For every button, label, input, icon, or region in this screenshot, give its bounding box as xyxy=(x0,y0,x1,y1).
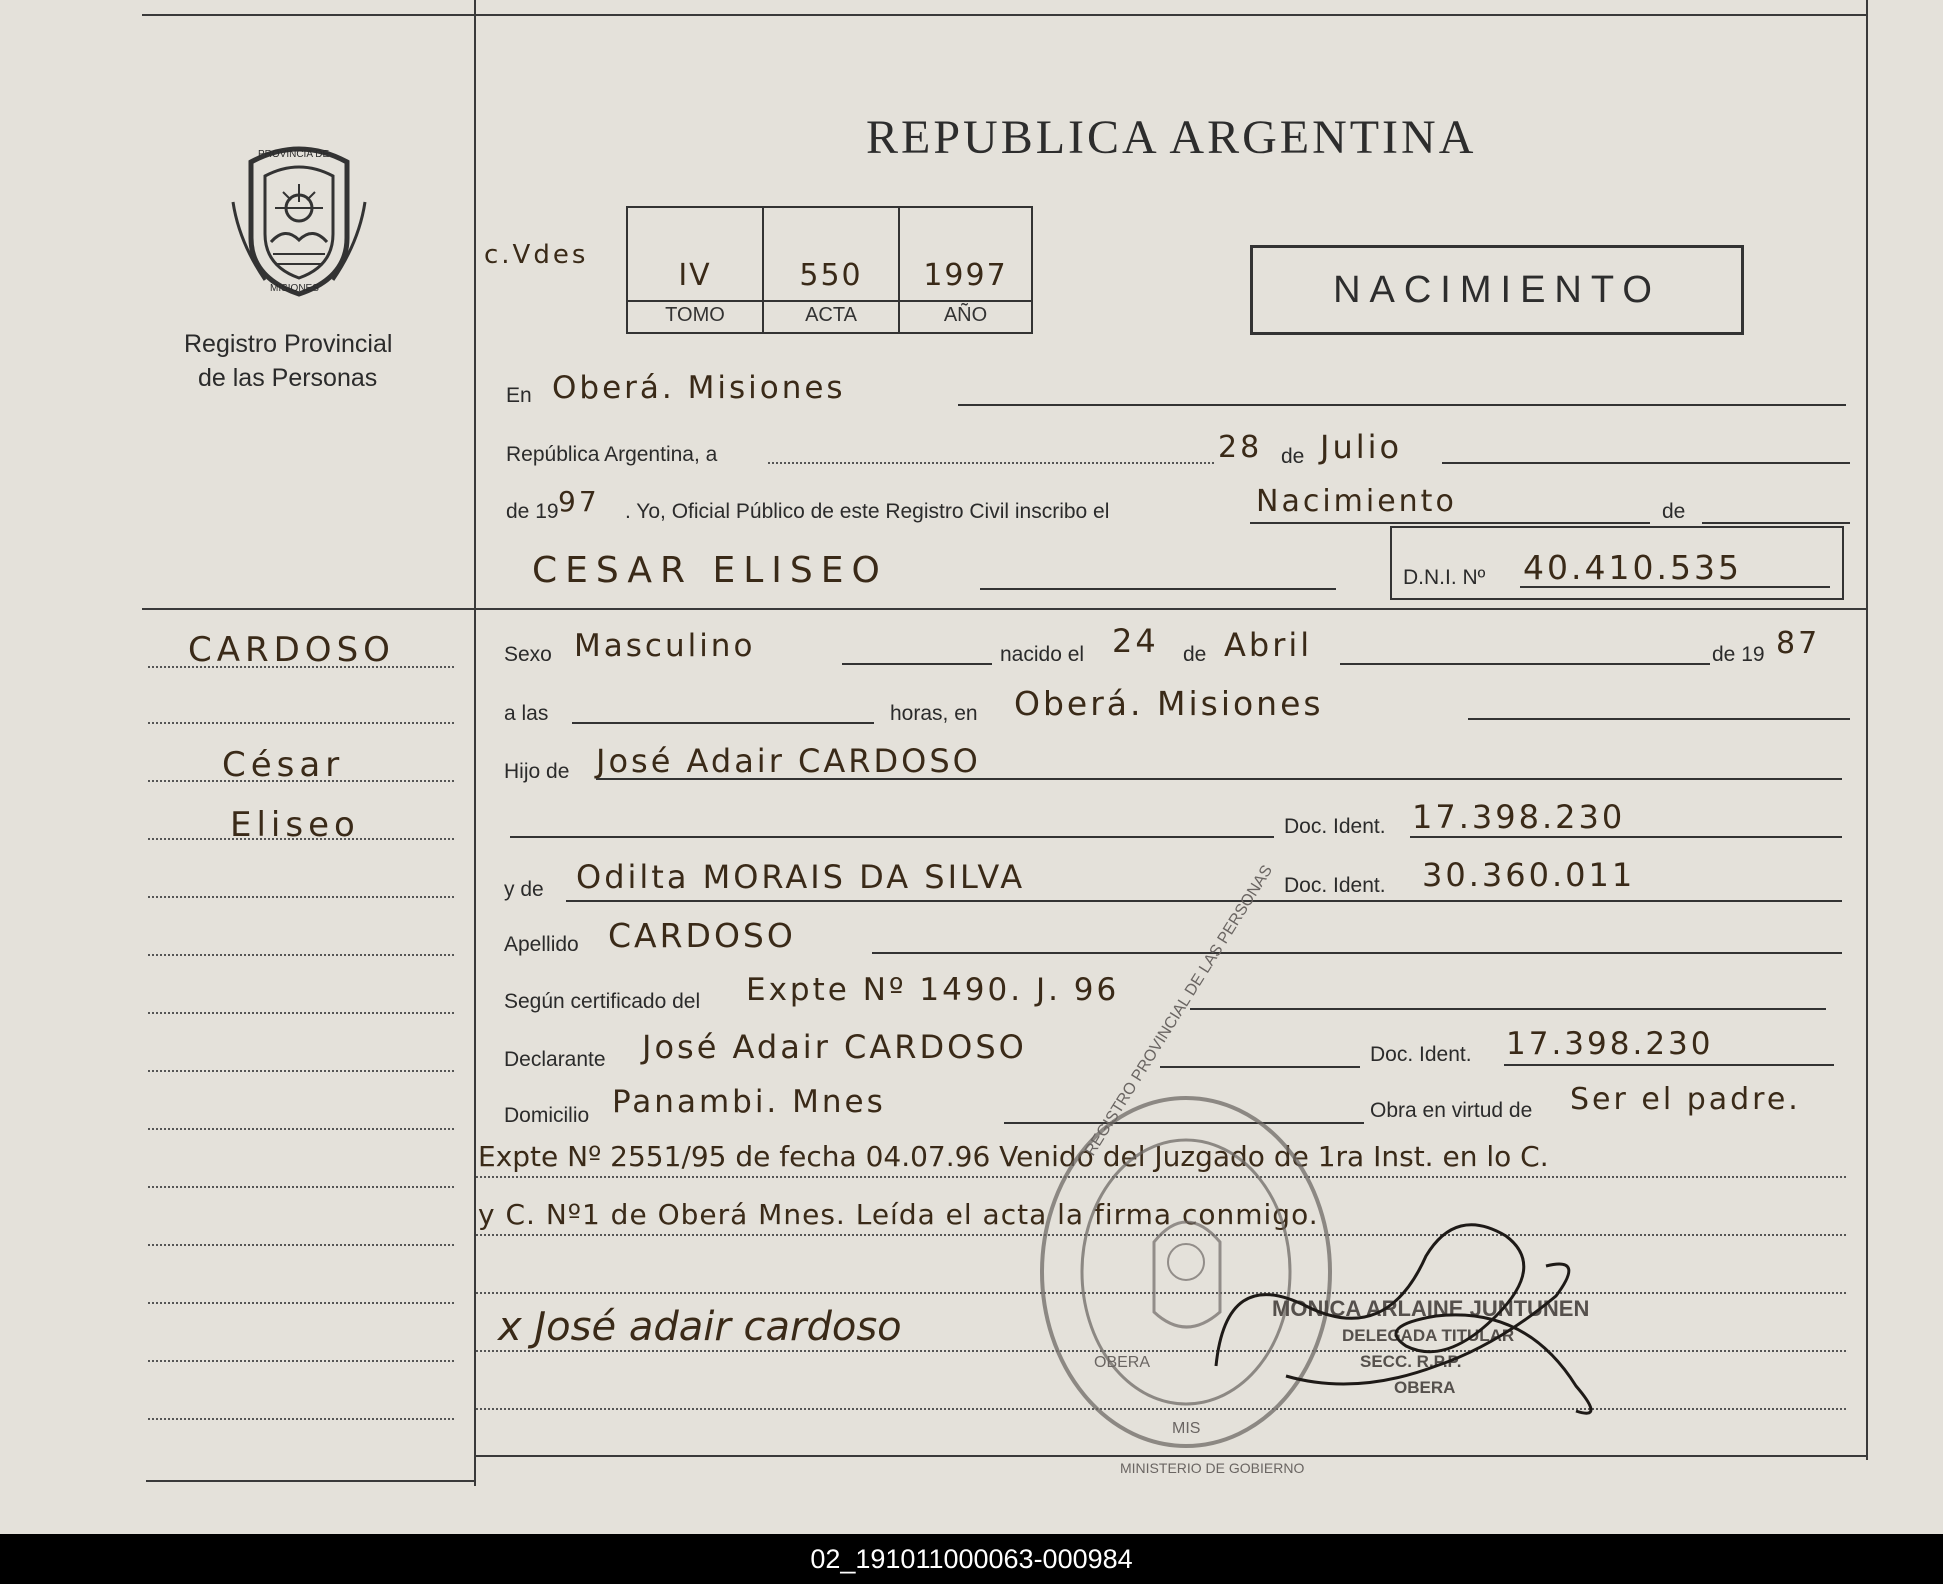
yde-label: y de xyxy=(504,878,544,901)
declarante-signature: x José adair cardoso xyxy=(498,1304,902,1350)
oficial-label: . Yo, Oficial Público de este Registro Civil inscribo el xyxy=(625,500,1110,523)
de-line-2 xyxy=(1702,522,1850,524)
de19-label: de 19 xyxy=(506,500,559,523)
margin-line-1 xyxy=(148,666,454,668)
obra-label: Obra en virtud de xyxy=(1370,1099,1533,1122)
margin-line-5 xyxy=(148,896,454,898)
mes-line xyxy=(1442,462,1850,464)
bottom-border-right xyxy=(474,1455,1868,1457)
republica-label: República Argentina, a xyxy=(506,443,718,466)
page-title: REPUBLICA ARGENTINA xyxy=(866,111,1477,164)
stamp-ministry: MINISTERIO DE GOBIERNO xyxy=(1120,1460,1305,1476)
bottom-border-left xyxy=(146,1480,476,1482)
apellido-value: CARDOSO xyxy=(608,916,796,955)
hijo-label: Hijo de xyxy=(504,760,570,783)
padre-value: José Adair CARDOSO xyxy=(596,742,981,780)
de-label: de xyxy=(1281,445,1305,468)
segun-line xyxy=(1190,1008,1826,1010)
margin-line-7 xyxy=(148,1012,454,1014)
nacido-de-label: de xyxy=(1183,643,1207,666)
margin-line-9 xyxy=(148,1128,454,1130)
anio-registro-value: 97 xyxy=(558,485,600,518)
officer-dept: SECC. R.P.P. xyxy=(1360,1352,1462,1371)
padre-doc: 17.398.230 xyxy=(1412,798,1626,836)
acta-divider xyxy=(764,300,898,302)
margin-line-10 xyxy=(148,1186,454,1188)
lugar-line xyxy=(1468,718,1850,720)
domicilio-value: Panambi. Mnes xyxy=(612,1084,886,1120)
padre-doc-line xyxy=(1410,836,1842,838)
stamp-ring-text: REGISTRO PROVINCIAL DE LAS PERSONAS xyxy=(1082,862,1277,1160)
declarante-doc-line xyxy=(1504,1064,1834,1066)
segun-label: Según certificado del xyxy=(504,990,701,1013)
column-divider xyxy=(474,0,476,1486)
tomo-value: IV xyxy=(678,258,712,293)
anio-cell xyxy=(898,206,1033,334)
inscribo-value: Nacimiento xyxy=(1256,484,1457,519)
seal-bottom-text: MISIONES xyxy=(270,283,319,294)
declarante-value: José Adair CARDOSO xyxy=(642,1028,1027,1066)
nombre-value: CESAR ELISEO xyxy=(532,550,888,591)
segun-value: Expte Nº 1490. J. 96 xyxy=(746,972,1120,1008)
madre-line xyxy=(566,900,1842,902)
margin-surname: CARDOSO xyxy=(188,630,395,670)
anio-value: 1997 xyxy=(923,258,1008,293)
seal-top-text: PROVINCIA DE xyxy=(258,149,330,160)
margin-line-2 xyxy=(148,722,454,724)
section-divider xyxy=(142,608,1868,610)
horas-label: horas, en xyxy=(890,702,978,725)
margin-line-14 xyxy=(148,1418,454,1420)
en-label: En xyxy=(506,384,532,407)
margin-line-12 xyxy=(148,1302,454,1304)
officer-name: MONICA ARLAINE JUNTUNEN xyxy=(1272,1296,1590,1321)
margin-line-13 xyxy=(148,1360,454,1362)
nacido-mes-line xyxy=(1340,663,1710,665)
registry-line-2: de las Personas xyxy=(198,364,378,392)
nacido-dia: 24 xyxy=(1112,622,1159,660)
nacimiento-box: NACIMIENTO xyxy=(1250,245,1744,335)
nacido-mes: Abril xyxy=(1224,626,1313,664)
declarante-line xyxy=(1160,1066,1360,1068)
tomo-label: TOMO xyxy=(665,304,725,326)
dni-line xyxy=(1520,586,1830,588)
officer-city: OBERA xyxy=(1394,1378,1456,1397)
margin-line-6 xyxy=(148,954,454,956)
ciudad-note: c.Vdes xyxy=(484,240,589,270)
margin-line-3 xyxy=(148,780,454,782)
misiones-coat-of-arms-icon xyxy=(225,142,373,302)
sexo-value: Masculino xyxy=(574,628,756,664)
alas-label: a las xyxy=(504,702,549,725)
stamp-province: MIS xyxy=(1172,1420,1201,1437)
dia-value: 28 xyxy=(1218,430,1263,465)
margin-given-1: César xyxy=(222,745,345,785)
right-border xyxy=(1866,0,1868,1460)
officer-title: DELEGADA TITULAR xyxy=(1342,1326,1515,1345)
en-value: Oberá. Misiones xyxy=(552,370,846,406)
observacion-line-2: y C. Nº1 de Oberá Mnes. Leída el acta la firma conmigo. xyxy=(478,1198,1319,1231)
declarante-label: Declarante xyxy=(504,1048,606,1071)
nombre-line xyxy=(980,588,1336,590)
mes-value: Julio xyxy=(1320,428,1403,466)
lugar-value: Oberá. Misiones xyxy=(1014,684,1324,723)
footer-id: 02_191011000063-000984 xyxy=(0,1534,1943,1584)
padre-doc-blank xyxy=(510,836,1274,838)
registry-line-1: Registro Provincial xyxy=(184,330,393,358)
de-label-2: de xyxy=(1662,500,1686,523)
inscribo-line xyxy=(1250,522,1650,524)
domicilio-label: Domicilio xyxy=(504,1104,590,1127)
republica-dots xyxy=(768,462,1214,464)
margin-line-8 xyxy=(148,1070,454,1072)
acta-label: ACTA xyxy=(805,304,857,326)
doc-label-1: Doc. Ident. xyxy=(1284,815,1386,838)
doc-label-2: Doc. Ident. xyxy=(1284,874,1386,897)
dni-value: 40.410.535 xyxy=(1523,548,1742,587)
madre-doc: 30.360.011 xyxy=(1422,856,1636,894)
anio-label: AÑO xyxy=(943,304,988,326)
observacion-line-1: Expte Nº 2551/95 de fecha 04.07.96 Venido del Juzgado de 1ra Inst. en lo C. xyxy=(478,1140,1549,1173)
sexo-line xyxy=(842,663,992,665)
anio-divider xyxy=(900,300,1031,302)
doc-label-3: Doc. Ident. xyxy=(1370,1043,1472,1066)
madre-value: Odilta MORAIS DA SILVA xyxy=(576,858,1026,896)
top-border xyxy=(142,14,1868,16)
obra-value: Ser el padre. xyxy=(1570,1082,1801,1117)
margin-line-4 xyxy=(148,838,454,840)
tomo-cell xyxy=(626,206,764,334)
margin-given-2: Eliseo xyxy=(230,805,360,845)
dni-label: D.N.I. Nº xyxy=(1403,566,1486,589)
alas-line xyxy=(572,722,874,724)
acta-value: 550 xyxy=(799,258,863,293)
declarante-doc: 17.398.230 xyxy=(1506,1026,1714,1062)
apellido-line xyxy=(872,952,1842,954)
sexo-label: Sexo xyxy=(504,643,552,666)
acta-cell xyxy=(762,206,900,334)
stamp-city: OBERA xyxy=(1094,1354,1151,1371)
nacido-anio: 87 xyxy=(1776,626,1821,661)
tomo-divider xyxy=(628,300,762,302)
margin-line-11 xyxy=(148,1244,454,1246)
padre-line xyxy=(596,778,1842,780)
nacido-label: nacido el xyxy=(1000,643,1085,666)
officer-signature xyxy=(1196,1196,1736,1426)
nacido-de19-label: de 19 xyxy=(1712,643,1765,666)
apellido-label: Apellido xyxy=(504,933,579,956)
en-line xyxy=(958,404,1846,406)
